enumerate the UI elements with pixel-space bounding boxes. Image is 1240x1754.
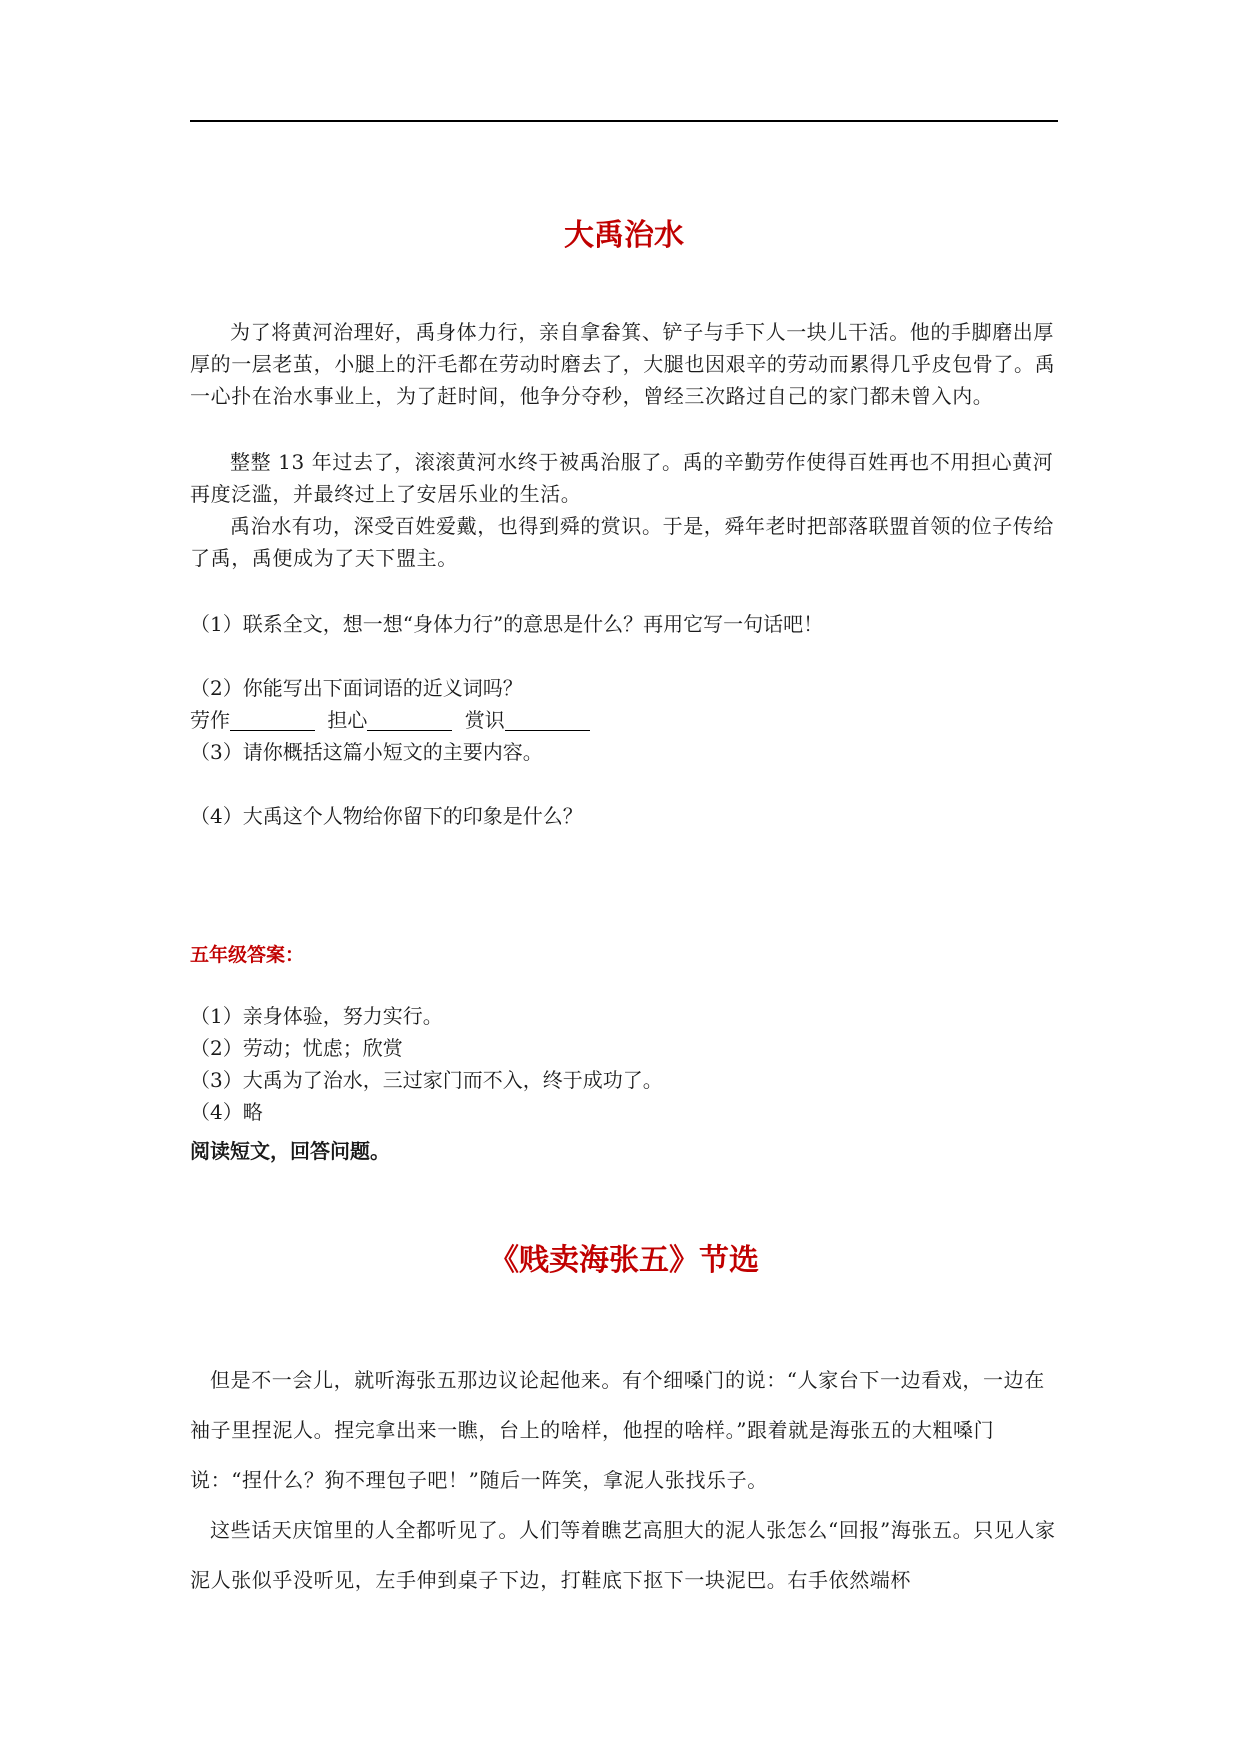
- answer-3: （3）大禹为了治水，三过家门而不入，终于成功了。: [190, 1068, 663, 1092]
- fill-word-2: 担心: [327, 708, 368, 732]
- story1-title: 大禹治水: [564, 218, 684, 253]
- reading-instruction: 阅读短文，回答问题。: [190, 1139, 390, 1163]
- story1-paragraph-1: 为了将黄河治理好，禹身体力行，亲自拿畚箕、铲子与手下人一块儿干活。他的手脚磨出厚厚的一层老茧，小腿上的汗毛都在劳动时磨去了，大腿也因艰辛的劳动而累得几乎皮包骨了。禹一心扑在治水事业上，为了赶时间，他争分夺秒，曾经三次路过自己的家门都未曾入内。: [190, 320, 1056, 408]
- question-1: （1）联系全文，想一想“身体力行”的意思是什么？再用它写一句话吧！: [190, 612, 824, 636]
- question-4: （4）大禹这个人物给你留下的印象是什么？: [190, 804, 583, 828]
- story1-paragraph-3: 禹治水有功，深受百姓爱戴，也得到舜的赏识。于是，舜年老时把部落联盟首领的位子传给了禹，禹便成为了天下盟主。: [190, 514, 1054, 570]
- answers-heading: 五年级答案：: [190, 944, 305, 966]
- fill-in-row: [190, 704, 596, 736]
- fill-blank-3[interactable]: [505, 708, 590, 731]
- fill-word-3: 赏识: [464, 708, 505, 732]
- question-3: （3）请你概括这篇小短文的主要内容。: [190, 740, 543, 764]
- fill-blank-1[interactable]: [230, 708, 315, 731]
- header-rule: [190, 120, 1058, 122]
- answer-1: （1）亲身体验，努力实行。: [190, 1004, 443, 1028]
- question-2: （2）你能写出下面词语的近义词吗？: [190, 676, 523, 700]
- story2-paragraph-1: 但是不一会儿，就听海张五那边议论起他来。有个细嗓门的说：“人家台下一边看戏，一边在袖子里捏泥人。捏完拿出来一瞧，台上的啥样，他捏的啥样。”跟着就是海张五的大粗嗓门说：“捏什么？狗不理包子吧！”随后一阵笑，拿泥人张找乐子。: [190, 1368, 1045, 1492]
- story2-paragraph-2: 这些话天庆馆里的人全都听见了。人们等着瞧艺高胆大的泥人张怎么“回报”海张五。只见人家泥人张似乎没听见，左手伸到桌子下边，打鞋底下抠下一块泥巴。右手依然端杯: [190, 1518, 1056, 1592]
- story2-title: 《贱卖海张五》节选: [489, 1243, 759, 1278]
- answer-4: （4）略: [190, 1100, 263, 1124]
- fill-word-1: 劳作: [190, 708, 230, 732]
- story1-paragraph-2: 整整 13 年过去了，滚滚黄河水终于被禹治服了。禹的辛勤劳作使得百姓再也不用担心黄河再度泛滥，并最终过上了安居乐业的生活。: [190, 450, 1054, 506]
- answer-2: （2）劳动；忧虑；欣赏: [190, 1036, 403, 1060]
- fill-blank-2[interactable]: [367, 708, 452, 731]
